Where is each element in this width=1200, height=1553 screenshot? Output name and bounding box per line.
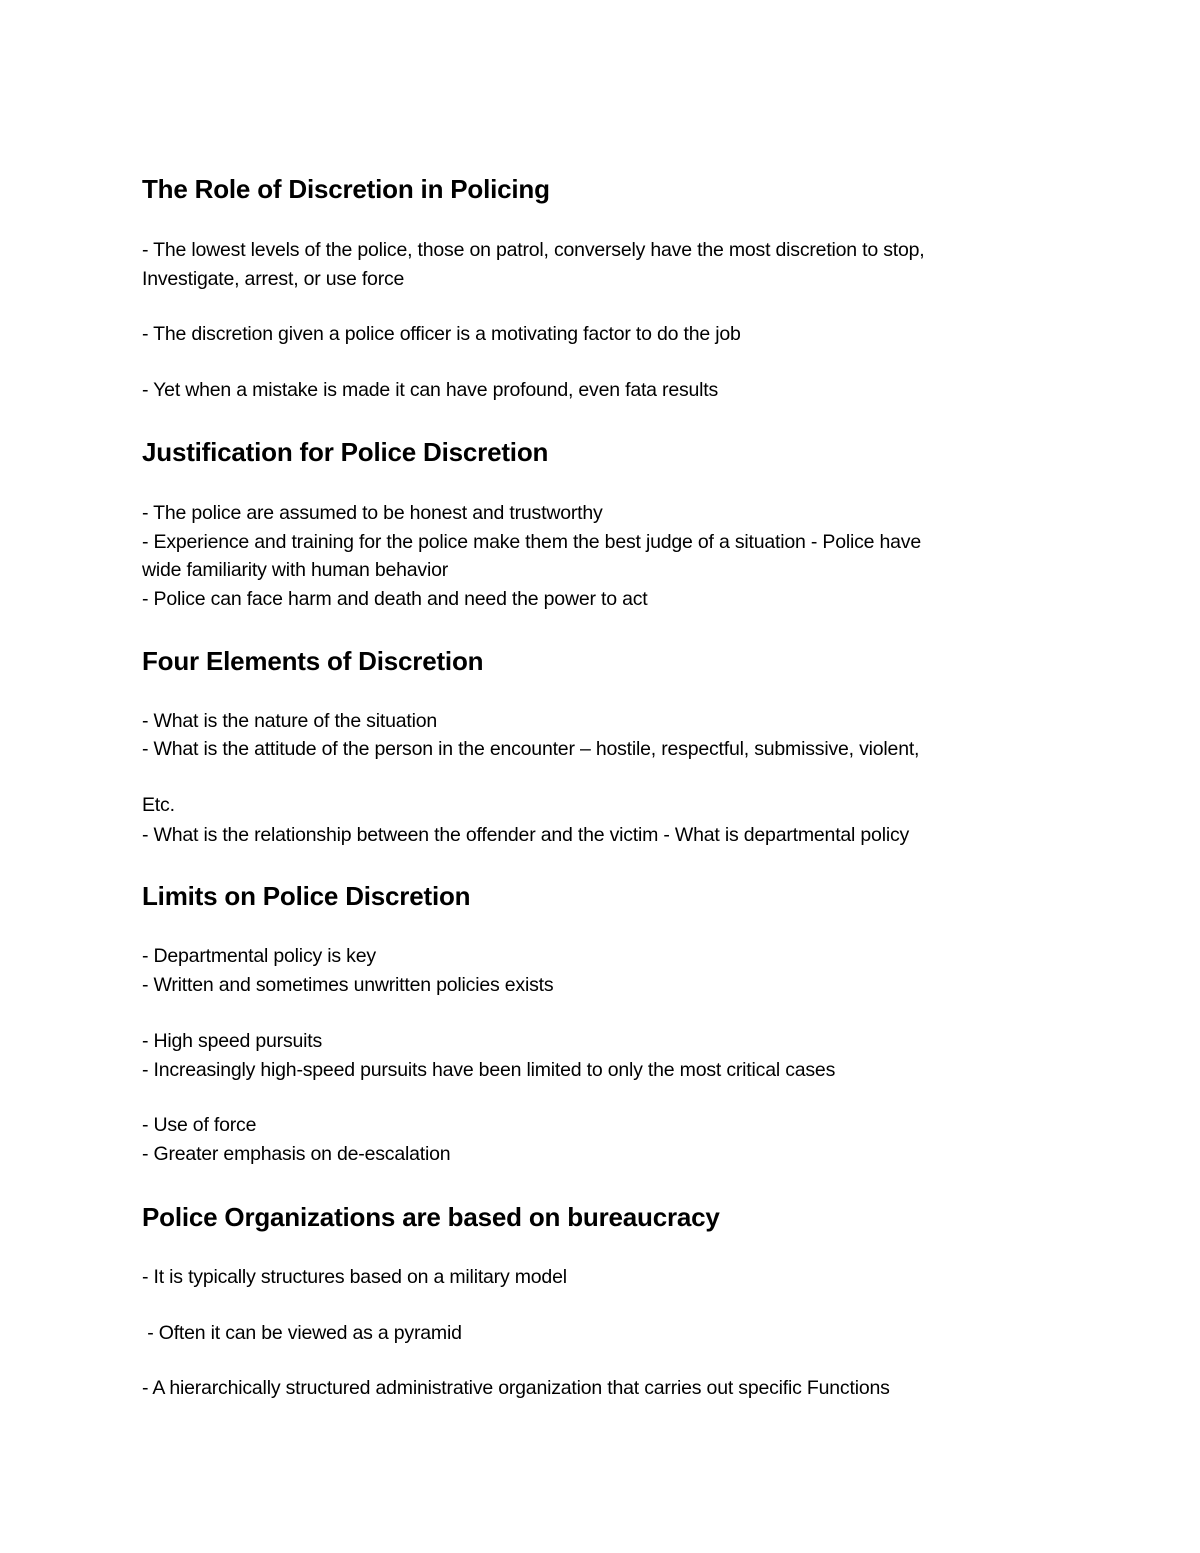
text-line: - It is typically structures based on a military model	[142, 1266, 567, 1288]
text-line: - Written and sometimes unwritten policies exists	[142, 974, 554, 996]
section-heading: Four Elements of Discretion	[142, 646, 484, 676]
text-line: - Use of force	[142, 1114, 257, 1136]
text-line: - Greater emphasis on de-escalation	[142, 1143, 451, 1165]
text-line: - What is the nature of the situation	[142, 710, 438, 732]
text-line: - Departmental policy is key	[142, 945, 376, 967]
text-line: - Police can face harm and death and need the power to act	[142, 588, 648, 610]
text-line: - Increasingly high-speed pursuits have been limited to only the most critical cases	[142, 1059, 836, 1081]
text-line: wide familiarity with human behavior	[142, 559, 449, 581]
text-line: - The police are assumed to be honest and trustworthy	[142, 502, 603, 524]
text-line: - High speed pursuits	[142, 1030, 323, 1052]
text-line: - What is the attitude of the person in the encounter – hostile, respectful, submissive, violent,	[142, 738, 920, 760]
text-line: - The discretion given a police officer is a motivating factor to do the job	[142, 323, 741, 345]
text-line: - What is the relationship between the offender and the victim - What is departmental policy	[142, 824, 910, 846]
section-heading: The Role of Discretion in Policing	[142, 174, 550, 204]
text-line: Etc.	[142, 794, 175, 816]
text-line: - Yet when a mistake is made it can have profound, even fata results	[142, 379, 719, 401]
text-line: - The lowest levels of the police, those on patrol, conversely have the most discretion to stop,	[142, 239, 925, 261]
text-line: - Often it can be viewed as a pyramid	[142, 1322, 462, 1344]
text-line: - Experience and training for the police make them the best judge of a situation - Police have	[142, 531, 921, 553]
text-line: Investigate, arrest, or use force	[142, 268, 405, 290]
text-line: - A hierarchically structured administrative organization that carries out specific Functions	[142, 1377, 890, 1399]
section-heading: Limits on Police Discretion	[142, 881, 471, 911]
section-heading: Police Organizations are based on bureaucracy	[142, 1202, 720, 1232]
section-heading: Justification for Police Discretion	[142, 437, 549, 467]
